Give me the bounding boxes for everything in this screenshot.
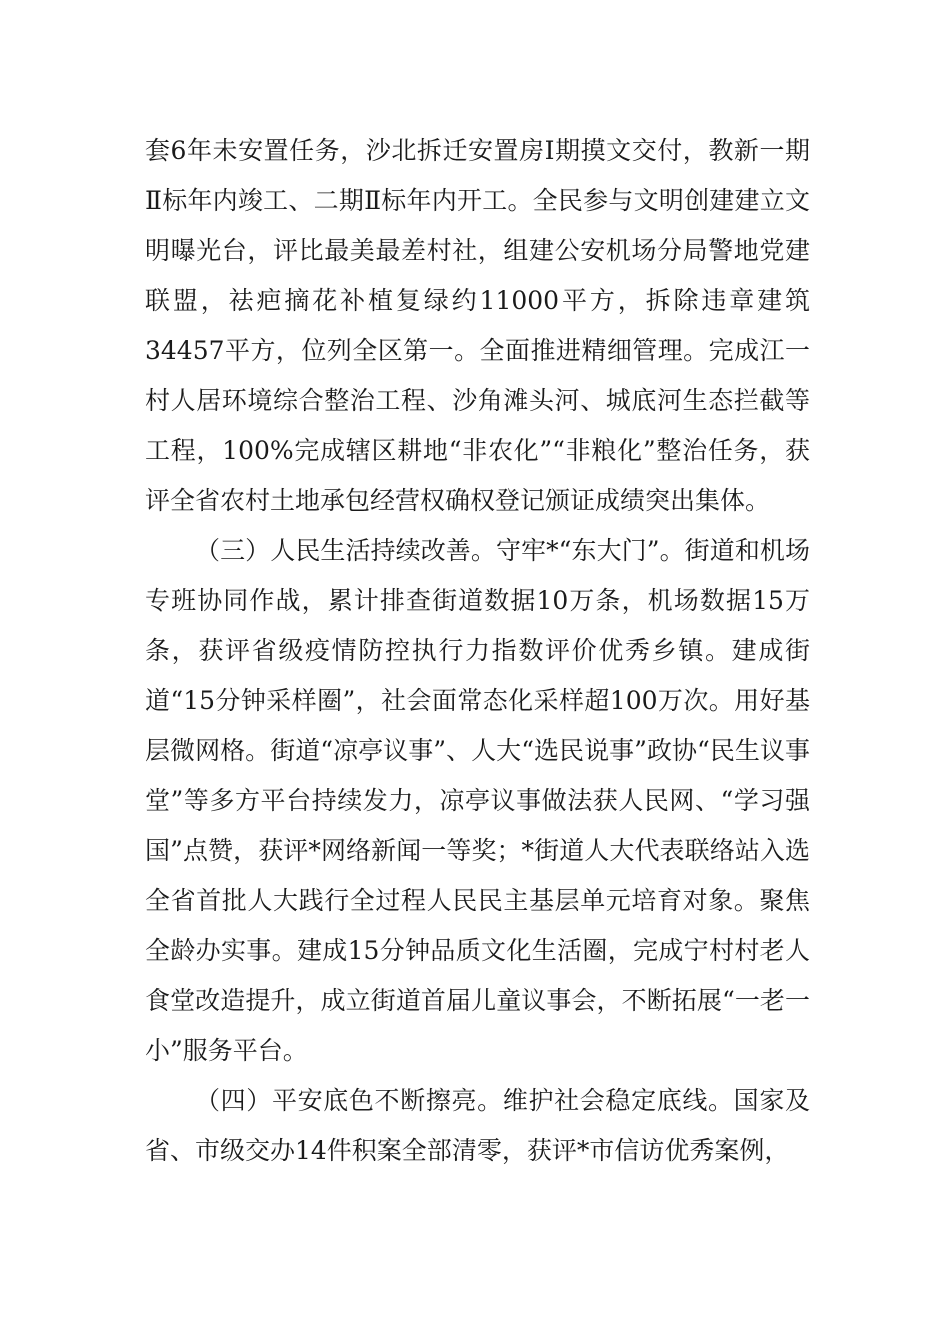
document-page [145,126,810,1176]
paragraph-continuation: 套6年未安置任务，沙北拆迁安置房Ⅰ期摸文交付，教新一期Ⅱ标年内竣工、二期Ⅱ标年内开工。全民参与文明创建建立文明曝光台，评比最美最差村社，组建公安机场分局警地党建联盟，祛疤摘花补植复绿约11000平方，拆除违章建筑34457平方，位列全区第一。全面推进精细管理。完成江一村人居环境综合整治工程、沙角滩头河、城底河生态拦截等工程，100%完成辖区耕地“非农化”“非粮化”整治任务，获评全省农村土地承包经营权确权登记颁证成绩突出集体。 [145,136,810,515]
paragraph-public-safety: （四）平安底色不断擦亮。维护社会稳定底线。国家及省、市级交办14件积案全部清零，获评*市信访优秀案例， [145,1086,810,1165]
paragraph-people-livelihood: （三）人民生活持续改善。守牢*“东大门”。街道和机场专班协同作战，累计排查街道数据10万条，机场数据15万条，获评省级疫情防控执行力指数评价优秀乡镇。建成街道“15分钟采样圈”，社会面常态化采样超100万次。用好基层微网格。街道“凉亭议事”、人大“选民说事”政协“民生议事堂”等多方平台持续发力，凉亭议事做法获人民网、“学习强国”点赞，获评*网络新闻一等奖；*街道人大代表联络站入选全省首批人大践行全过程人民民主基层单元培育对象。聚焦全龄办实事。建成15分钟品质文化生活圈，完成宁村村老人食堂改造提升，成立街道首届儿童议事会，不断拓展“一老一小”服务平台。 [145,536,810,1065]
